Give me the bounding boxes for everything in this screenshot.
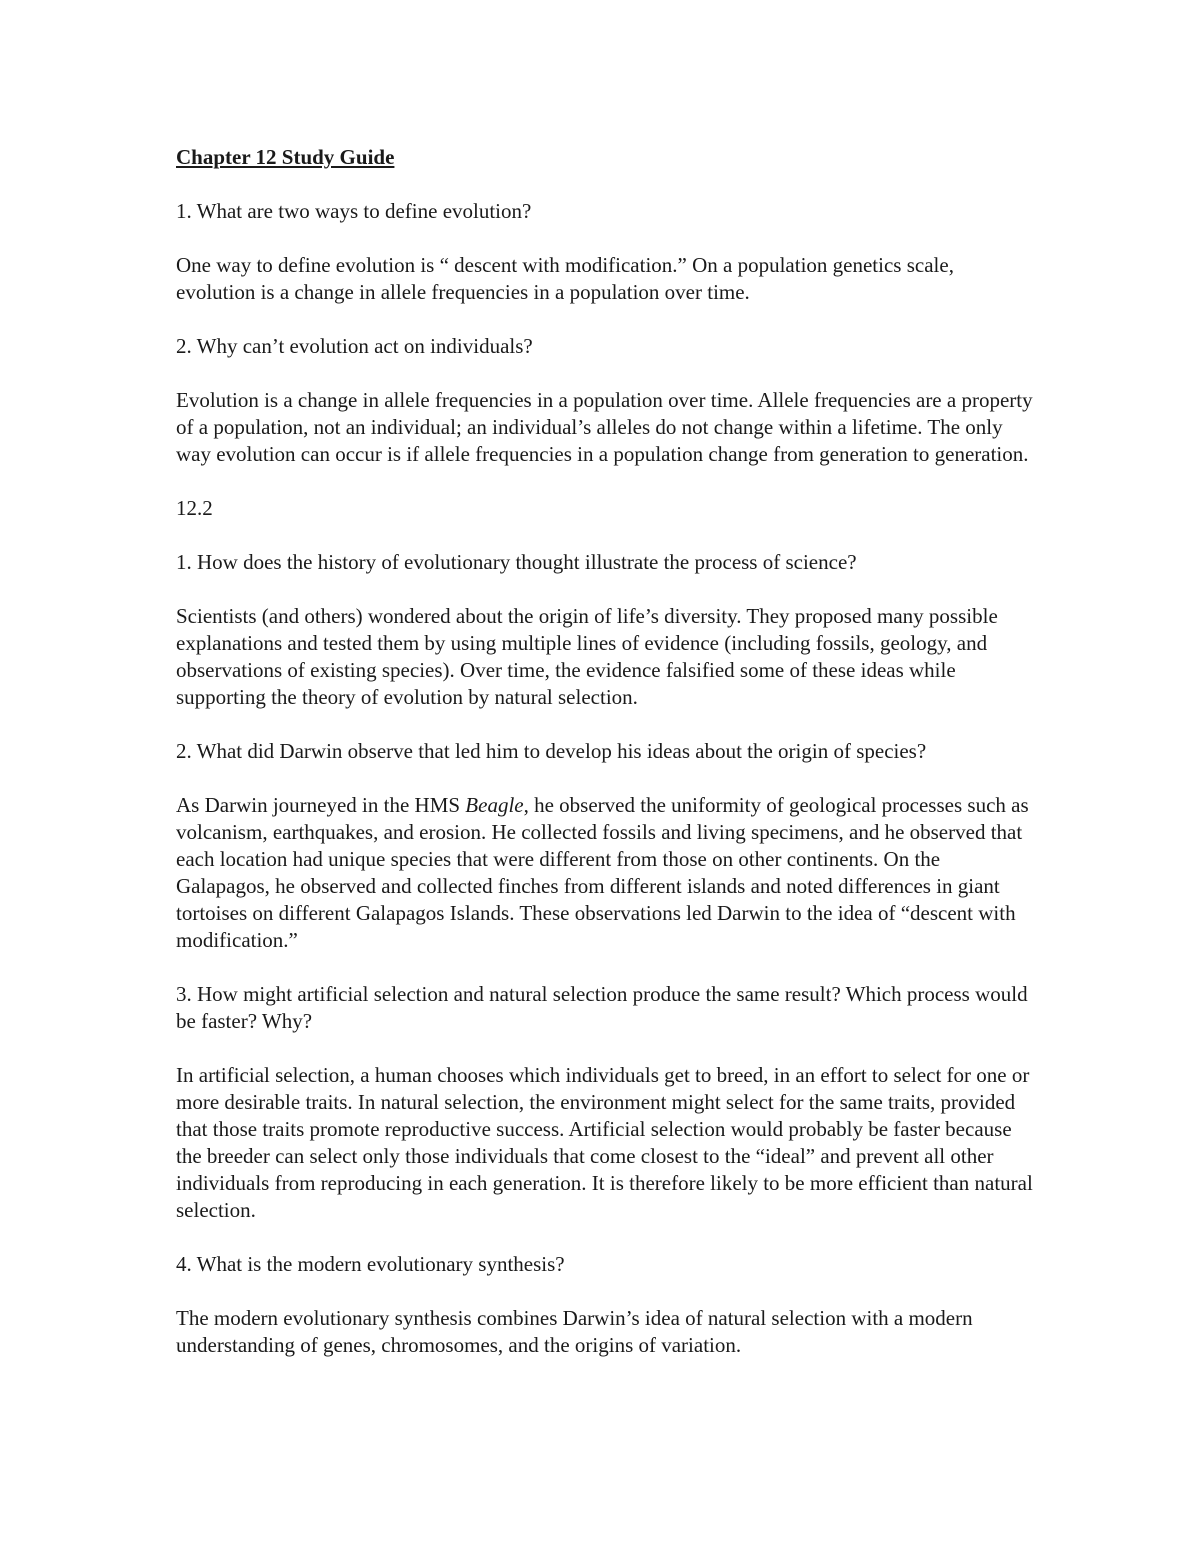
answer-2-4: The modern evolutionary synthesis combines Darwin’s idea of natural selection with a modern understanding of genes, chromosomes, and the origins of variation.	[176, 1306, 973, 1357]
section-heading-12-2: 12.2	[176, 496, 213, 520]
answer-2-2-pre: As Darwin journeyed in the HMS	[176, 793, 466, 817]
answer-2-3: In artificial selection, a human chooses which individuals get to breed, in an effort to select for one or more desirable traits. In natural selection, the environment might select for the same traits, provided that those traits promote reproductive success. Artificial selection would probably be faster because the breeder can select only those individuals that come closest to the “ideal” and prevent all other individuals from reproducing in each generation. It is therefore likely to be more efficient than natural selection.	[176, 1063, 1033, 1222]
ship-name: Beagle	[465, 793, 524, 817]
document-title: Chapter 12 Study Guide	[176, 145, 395, 169]
question-2-1: 1. How does the history of evolutionary thought illustrate the process of science?	[176, 550, 857, 574]
question-1-2: 2. Why can’t evolution act on individuals?	[176, 334, 533, 358]
question-1-1: 1. What are two ways to define evolution?	[176, 199, 532, 223]
answer-2-2	[176, 792, 1036, 954]
question-2-4: 4. What is the modern evolutionary synthesis?	[176, 1252, 565, 1276]
answer-2-1: Scientists (and others) wondered about the origin of life’s diversity. They proposed many possible explanations and tested them by using multiple lines of evidence (including fossils, geology, and observations of existing species). Over time, the evidence falsified some of these ideas while supporting the theory of evolution by natural selection.	[176, 604, 998, 709]
answer-2-2-post: , he observed the uniformity of geological processes such as volcanism, earthquakes, and erosion. He collected fossils and living specimens, and he observed that each location had unique species that were different from those on other continents. On the Galapagos, he observed and collected finches from different islands and noted differences in giant tortoises on different Galapagos Islands. These observations led Darwin to the idea of “descent with modification.”	[176, 793, 1029, 952]
question-2-2: 2. What did Darwin observe that led him to develop his ideas about the origin of species?	[176, 739, 927, 763]
question-2-3: 3. How might artificial selection and natural selection produce the same result? Which process would be faster? Why?	[176, 982, 1028, 1033]
answer-1-2: Evolution is a change in allele frequencies in a population over time. Allele frequencies are a property of a population, not an individual; an individual’s alleles do not change within a lifetime. The only way evolution can occur is if allele frequencies in a population change from generation to generation.	[176, 388, 1033, 466]
answer-1-1: One way to define evolution is “ descent with modification.” On a population genetics scale, evolution is a change in allele frequencies in a population over time.	[176, 253, 954, 304]
document-body	[176, 144, 1036, 1386]
